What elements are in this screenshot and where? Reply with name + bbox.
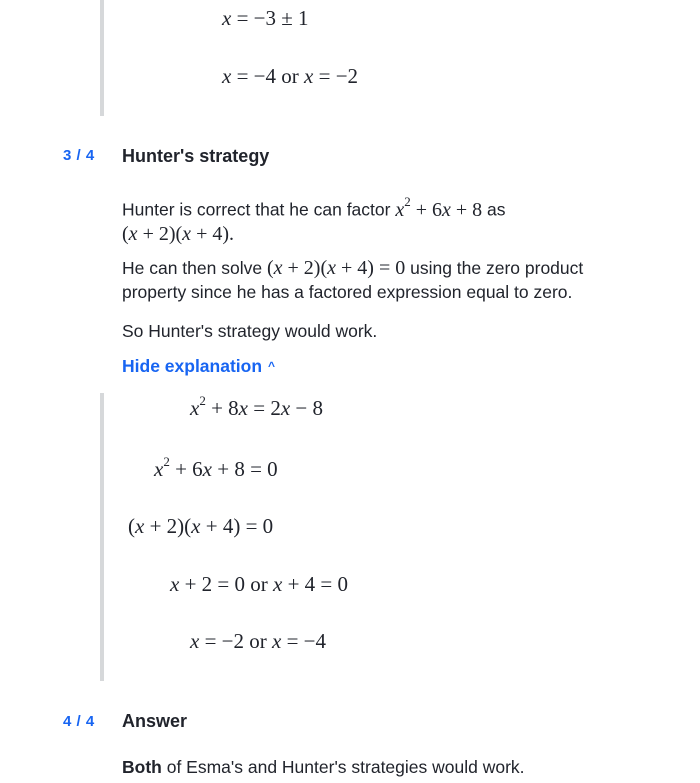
explanation-line-2: $x^2 + 6x + 8 = 0$ [154, 454, 278, 481]
inline-math-factored: (x + 2)(x + 4). [122, 222, 235, 245]
top-equation-2: x = −4 or x = −2 [222, 64, 359, 88]
inline-math-poly: $x^2 + 6x + 8$ [395, 194, 483, 221]
top-equation-1: x = −3 ± 1 [222, 6, 309, 30]
explanation-rule-mid [100, 393, 104, 681]
explanation-rule-top [100, 0, 104, 116]
hunter-paragraph-1: Hunter is correct that he can factor $x^2 + 6x + 8$ as (x + 2)(x + 4). [122, 194, 506, 245]
explanation-line-1: $x^2 + 8x = 2x - 8$ [190, 393, 324, 420]
explanation-line-4: x + 2 = 0 or x + 4 = 0 [170, 572, 349, 596]
step-number-4: 4 / 4 [63, 713, 95, 730]
explanation-line-5: x = −2 or x = −4 [190, 629, 327, 653]
chevron-up-icon: ^ [268, 359, 276, 373]
answer-paragraph: Both of Esma's and Hunter's strategies would work. [122, 757, 525, 777]
hunter-paragraph-2: He can then solve (x + 2)(x + 4) = 0 using the zero product property since he has a factored expression equal to zero. [122, 257, 584, 302]
inline-math-product: (x + 2)(x + 4) = 0 [266, 257, 406, 279]
step-number-3: 3 / 4 [63, 147, 95, 164]
hide-explanation-link[interactable]: Hide explanation ^ [122, 356, 276, 376]
explanation-line-3: (x + 2)(x + 4) = 0 [128, 514, 274, 538]
step-title-answer: Answer [122, 711, 188, 731]
hunter-paragraph-3: So Hunter's strategy would work. [122, 321, 378, 341]
step-title-hunter: Hunter's strategy [122, 146, 270, 166]
